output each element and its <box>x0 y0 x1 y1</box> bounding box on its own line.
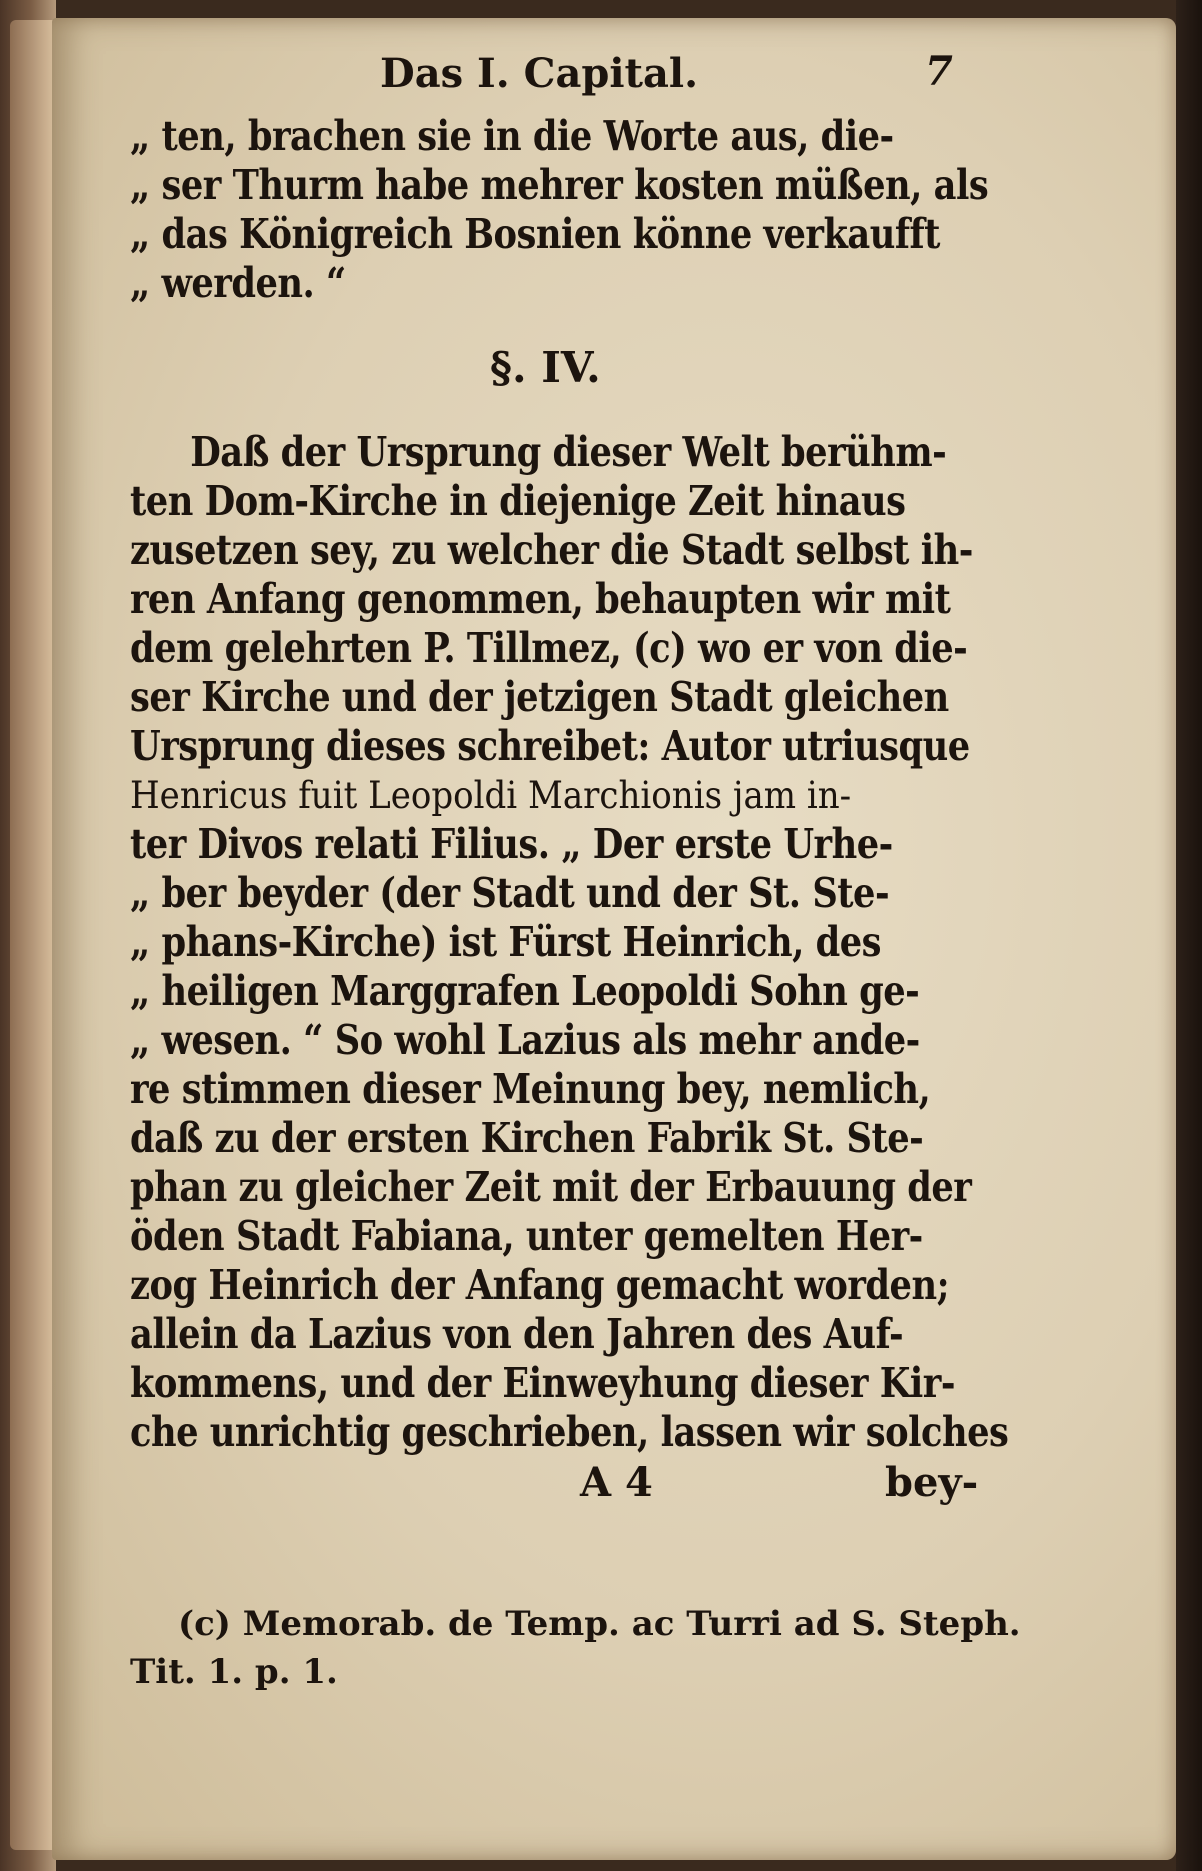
text-line: öden Stadt Fabiana, unter gemelten Her- <box>130 1212 923 1260</box>
running-head <box>130 40 1010 112</box>
text-line: „ wesen. “ So wohl Lazius als mehr ande- <box>130 1016 920 1064</box>
signature-mark: A 4 <box>580 1459 653 1506</box>
text-line: ter Divos relati Filius. „ Der erste Urhe- <box>130 820 893 868</box>
text-line: „ heiligen Marggrafen Leopoldi Sohn ge- <box>130 967 920 1015</box>
footnote <box>130 1600 1021 1696</box>
text-line: re stimmen dieser Meinung bey, nemlich, <box>130 1065 931 1113</box>
text-line: kommens, und der Einweyhung dieser Kir- <box>130 1359 955 1407</box>
text-line: daß zu der ersten Kirchen Fabrik St. Ste- <box>130 1114 924 1162</box>
page-number: 7 <box>925 48 953 95</box>
text-line: „ das Königreich Bosnien könne verkaufft <box>130 210 940 258</box>
text-line: ren Anfang genommen, behaupten wir mit <box>130 575 951 623</box>
text-line: „ ten, brachen sie in die Worte aus, die- <box>130 112 894 160</box>
text-line: ser Kirche und der jetzigen Stadt gleichen <box>130 673 949 721</box>
text-line: „ ser Thurm habe mehrer kosten müßen, als <box>130 161 989 209</box>
text-line: „ phans-Kirche) ist Fürst Heinrich, des <box>130 918 882 966</box>
text-line: zusetzen sey, zu welcher die Stadt selbst ih- <box>130 526 973 574</box>
text-line: „ werden. “ <box>130 259 346 307</box>
text-line: dem gelehrten P. Tillmez, (c) wo er von die- <box>130 624 968 672</box>
section-heading: §. IV. <box>490 343 601 392</box>
text-line: ten Dom-Kirche in diejenige Zeit hinaus <box>130 477 906 525</box>
chapter-title: Das I. Capital. <box>380 50 699 97</box>
text-line: Henricus fuit Leopoldi Marchionis jam in- <box>130 774 852 817</box>
text-line: che unrichtig geschrieben, lassen wir solches <box>130 1408 1009 1456</box>
facing-page-edge <box>10 20 54 1850</box>
text-line: zog Heinrich der Anfang gemacht worden; <box>130 1261 950 1309</box>
page-shadow-edge <box>1176 0 1202 1871</box>
footnote-line: (c) Memorab. de Temp. ac Turri ad S. Steph. <box>178 1604 1021 1644</box>
text-line: „ ber beyder (der Stadt und der St. Ste- <box>130 869 890 917</box>
text-line: allein da Lazius von den Jahren des Auf- <box>130 1310 904 1358</box>
signature-row <box>130 1457 1010 1517</box>
body-paragraph <box>130 428 1010 1457</box>
catchword: bey- <box>885 1459 979 1506</box>
quote-block <box>130 112 1010 308</box>
text-line: phan zu gleicher Zeit mit der Erbauung der <box>130 1163 972 1211</box>
text-line: Ursprung dieses schreibet: Autor utriusque <box>130 722 970 770</box>
page-text <box>130 40 1010 1517</box>
footnote-line: Tit. 1. p. 1. <box>130 1652 338 1692</box>
text-line: Daß der Ursprung dieser Welt berühm- <box>190 428 947 476</box>
